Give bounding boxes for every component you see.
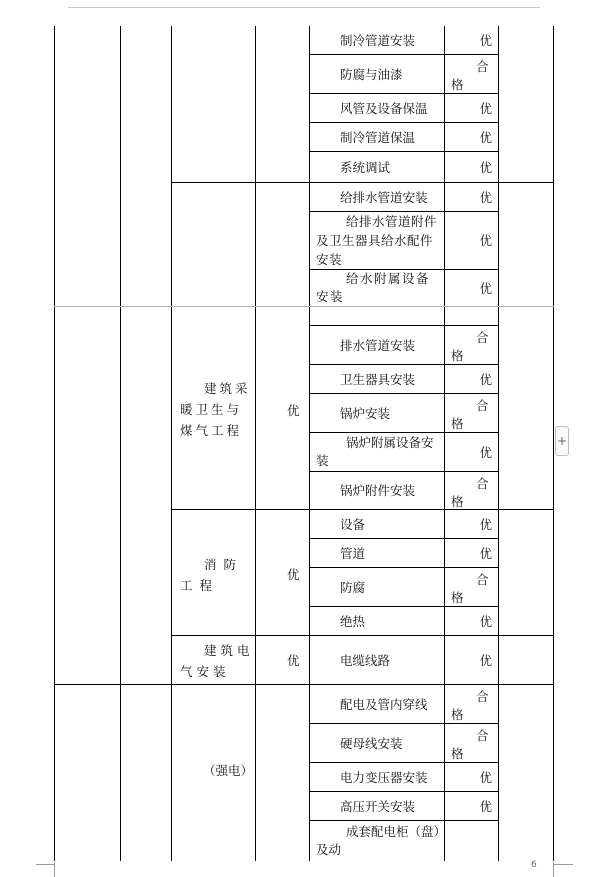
grade-cell: 优 [479,798,492,814]
grade-cell-split: 合 格 [451,476,489,509]
grade-cell-split: 合 格 [451,398,489,431]
item-cell: 给水附属设备安装 [316,271,431,304]
grade-cell: 优 [479,233,492,248]
item-cell: 制冷管道安装 [340,32,416,48]
item-cell: 电力变压器安装 [340,769,428,785]
item-cell: 配电及管内穿线 [340,696,428,712]
item-cell: 风管及设备保温 [340,100,428,116]
grade-cell: 优 [479,545,492,561]
item-cell: 电缆线路 [340,652,391,668]
item-cell: 排水管道安装 [340,337,416,353]
item-cell: 制冷管道保温 [340,129,416,145]
item-cell: 给排水管道安装 [340,189,428,205]
grade-cell-split: 合 格 [451,689,489,722]
grade-cell-split: 合 格 [451,572,489,605]
crop-mark [54,862,55,877]
table-divider-2 [171,26,172,861]
grade-cell: 优 [479,652,492,668]
grade-cell: 优 [479,613,492,629]
item-cell: 锅炉安装 [340,405,391,421]
subdivision-label: （强电） [203,763,254,778]
subdivision-label: 建筑采暖卫生与煤气工程 [180,381,251,438]
crop-mark [553,864,573,865]
add-button[interactable]: + [555,426,569,456]
grade-cell: 优 [479,189,492,205]
grade-cell: 优 [479,129,492,145]
subdivision-grade: 优 [287,567,300,582]
grade-cell: 优 [479,516,492,532]
item-cell: 防腐 [340,579,366,595]
item-cell: 绝热 [340,613,366,629]
grade-cell: 优 [479,769,492,785]
item-cell: 硬母线安装 [340,735,403,751]
grade-cell-split: 合 格 [451,59,489,92]
grade-cell: 优 [479,159,492,175]
grade-cell-split: 合 格 [451,330,489,363]
table-divider-1 [120,26,121,861]
grade-cell [445,821,498,861]
crop-mark [36,864,54,865]
table-divider-3 [255,26,256,861]
grade-cell: 优 [479,444,492,460]
subdivision-label: 消防工程 [180,557,244,593]
subdivision-label: 建筑电气安装 [180,643,254,679]
item-cell: 锅炉附属设备安装 [316,435,434,468]
table-border-right [553,26,554,861]
crop-mark [553,862,554,877]
page-number: 6 [531,860,537,870]
grade-cell: 优 [479,371,492,387]
grade-cell: 优 [479,280,492,296]
item-cell: 管道 [340,545,366,561]
subdivision-grade: 优 [287,653,300,668]
item-cell: 防腐与油漆 [340,66,403,82]
item-cell: 锅炉附件安装 [340,483,416,498]
header-rule [68,7,540,8]
item-cell: 成套配电柜（盘）及动 [316,824,440,857]
subdivision-grade: 优 [287,403,300,418]
table-border-left [54,26,55,861]
item-cell: 系统调试 [340,159,391,175]
grade-cell: 优 [479,32,492,48]
item-cell: 卫生器具安装 [340,371,416,387]
item-cell: 高压开关安装 [340,798,416,814]
grade-cell-split: 合 格 [451,728,489,761]
grade-cell: 优 [479,100,492,116]
item-cell: 设备 [340,516,366,532]
item-cell: 给排水管道附件及卫生器具给水配件安装 [316,214,438,267]
page-break-line [54,306,554,307]
